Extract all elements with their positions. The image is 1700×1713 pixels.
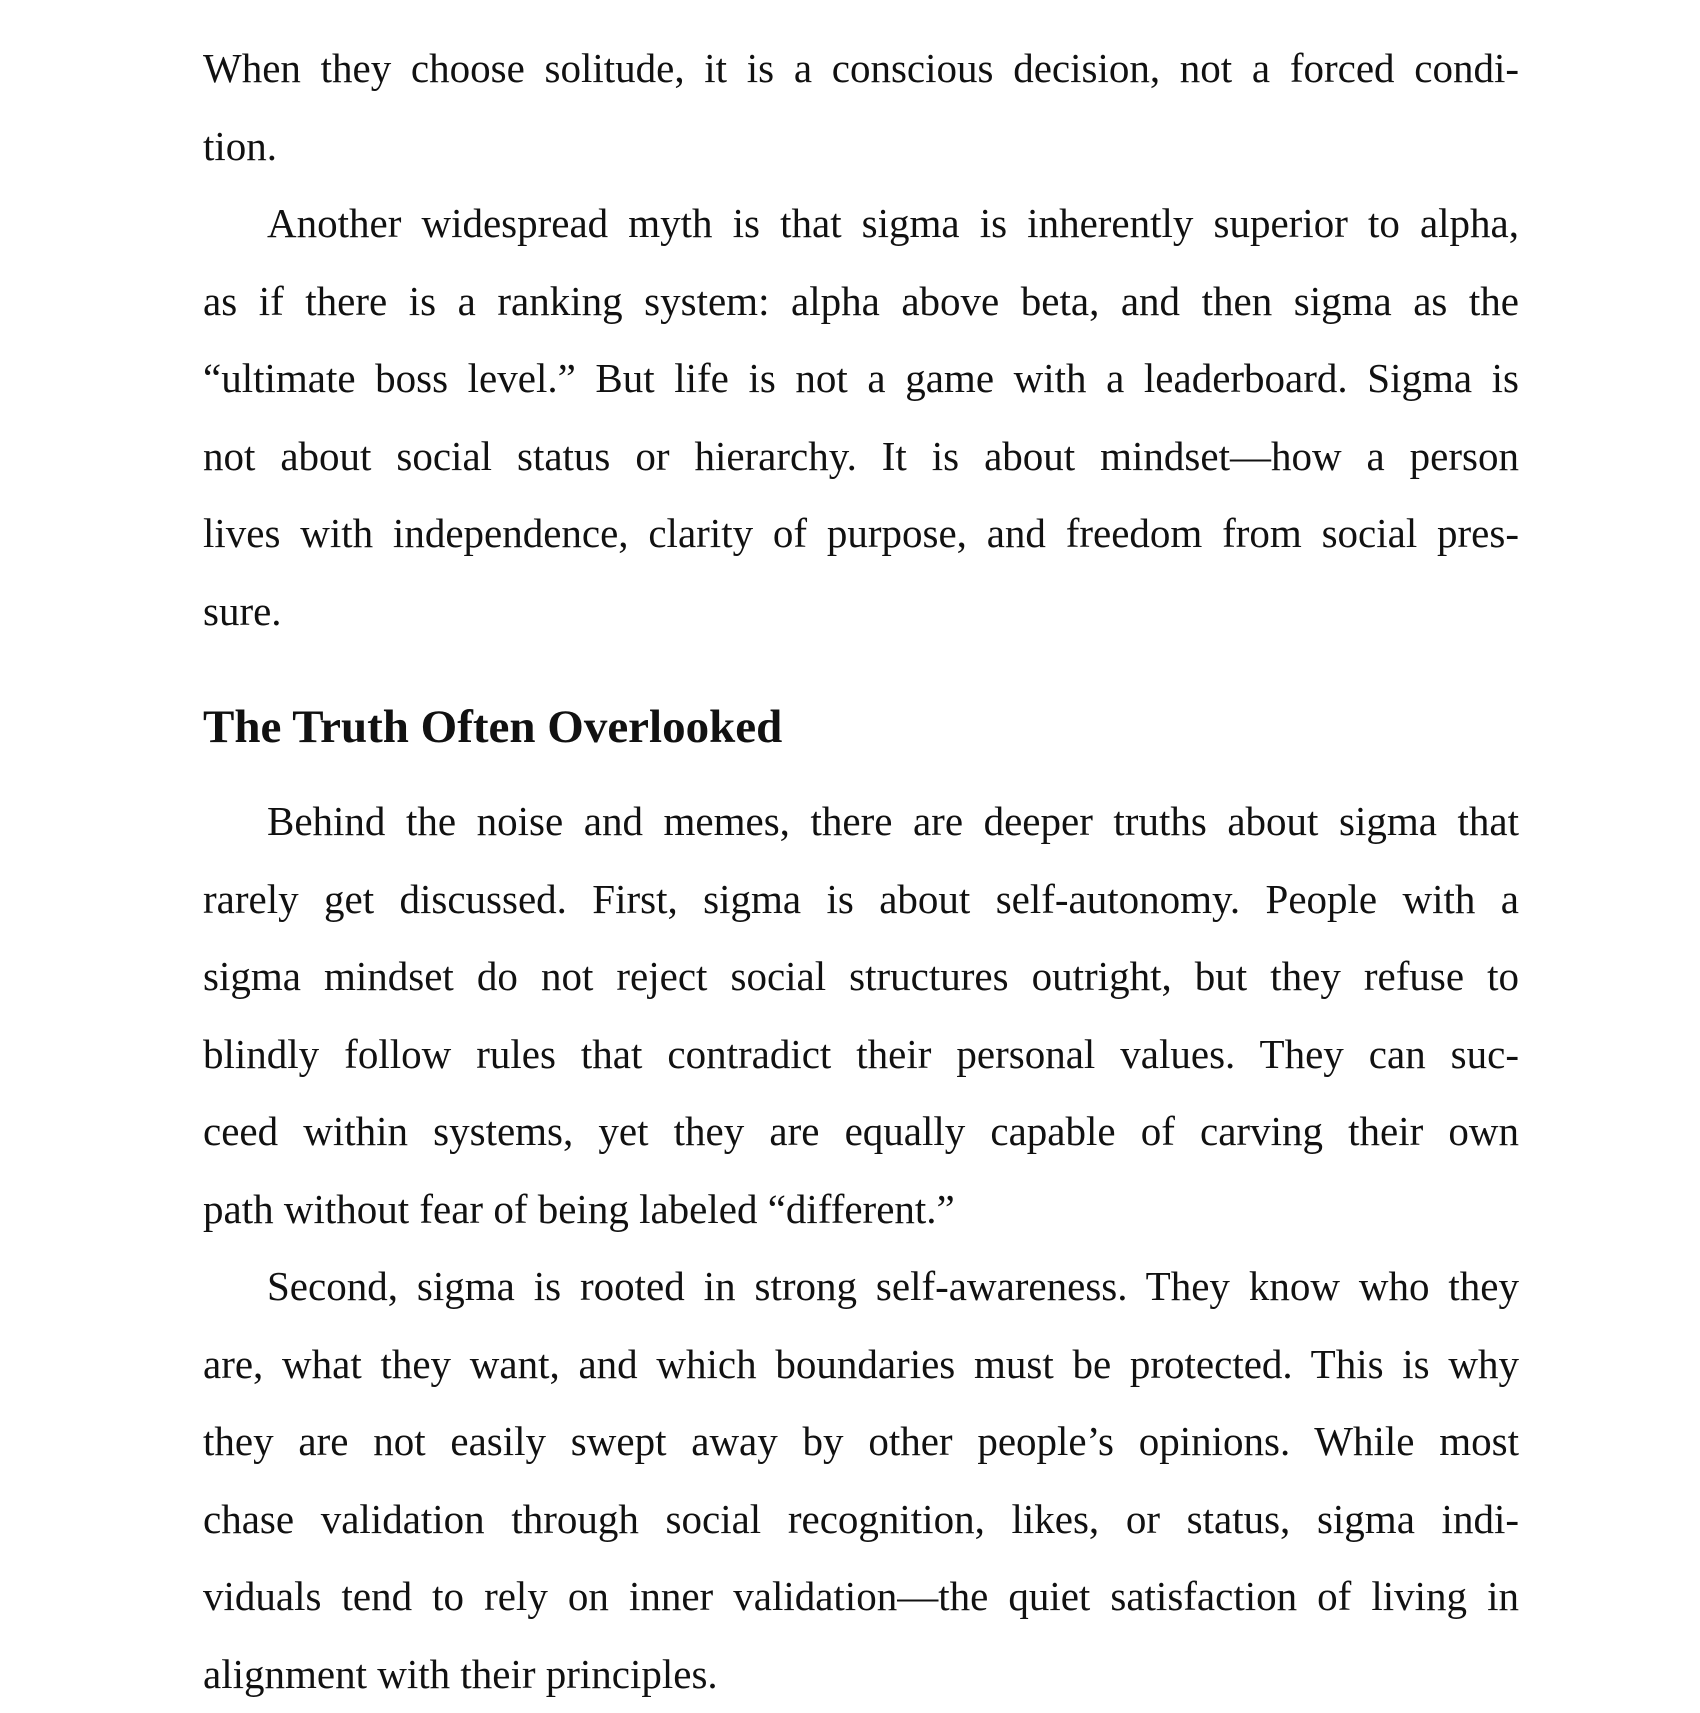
- paragraph-3: [203, 783, 1519, 1248]
- text-line: viduals tend to rely on inner validation—the quiet satisfaction of living in: [203, 1558, 1519, 1636]
- text-line: Another widespread myth is that sigma is inherently superior to alpha,: [203, 185, 1519, 263]
- text-line: tion.: [203, 108, 1519, 186]
- section-heading: The Truth Often Overlooked: [203, 697, 782, 757]
- text-line: they are not easily swept away by other people’s opinions. While most: [203, 1403, 1519, 1481]
- text-line: not about social status or hierarchy. It is about mindset—how a person: [203, 418, 1519, 496]
- text-line: lives with independence, clarity of purpose, and freedom from social pres-: [203, 495, 1519, 573]
- paragraph-1: [203, 30, 1519, 185]
- text-line: chase validation through social recognition, likes, or status, sigma indi-: [203, 1481, 1519, 1559]
- text-line: “ultimate boss level.” But life is not a game with a leaderboard. Sigma is: [203, 340, 1519, 418]
- text-line: ceed within systems, yet they are equally capable of carving their own: [203, 1093, 1519, 1171]
- text-line: are, what they want, and which boundaries must be protected. This is why: [203, 1326, 1519, 1404]
- text-line: path without fear of being labeled “different.”: [203, 1171, 1519, 1249]
- text-line: rarely get discussed. First, sigma is about self-autonomy. People with a: [203, 861, 1519, 939]
- text-line: Behind the noise and memes, there are deeper truths about sigma that: [203, 783, 1519, 861]
- text-line: sure.: [203, 573, 1519, 651]
- text-line: blindly follow rules that contradict their personal values. They can suc-: [203, 1016, 1519, 1094]
- paragraph-4: [203, 1248, 1519, 1713]
- text-line: When they choose solitude, it is a conscious decision, not a forced condi-: [203, 30, 1519, 108]
- text-line: alignment with their principles.: [203, 1636, 1519, 1713]
- text-line: Second, sigma is rooted in strong self-awareness. They know who they: [203, 1248, 1519, 1326]
- text-line: sigma mindset do not reject social structures outright, but they refuse to: [203, 938, 1519, 1016]
- text-line: as if there is a ranking system: alpha above beta, and then sigma as the: [203, 263, 1519, 341]
- paragraph-2: [203, 185, 1519, 650]
